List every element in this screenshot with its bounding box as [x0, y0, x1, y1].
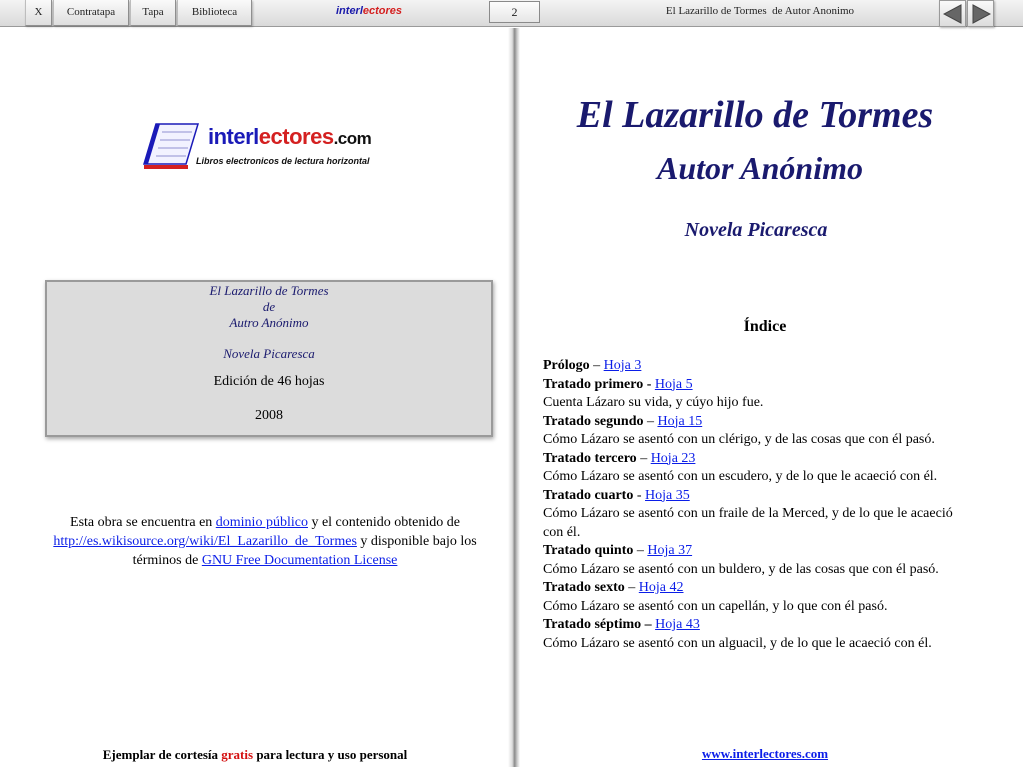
index-heading: Índice [743, 318, 787, 335]
footer-text-1: Ejemplar de cortesía [102, 747, 219, 762]
toc-entry [543, 450, 1013, 469]
license-text-2: y el contenido obtenido de [311, 515, 460, 530]
book-spine [508, 28, 520, 767]
toc-chapter-description: Cómo Lázaro se asentó con un alguacil, y de lo que le acaeció con él. [543, 635, 932, 651]
toc-separator: – [643, 413, 658, 429]
toc-page-link[interactable]: Hoja 35 [645, 487, 690, 503]
toc-chapter-description: Cómo Lázaro se asentó con un fraile de la Merced, y de lo que le acaeció con él. [543, 506, 953, 540]
toc-entry [543, 357, 1013, 376]
toc-entry [543, 413, 1013, 432]
toc-chapter-description: Cuenta Lázaro su vida, y cúyo hijo fue. [543, 395, 764, 410]
toc-page-link[interactable]: Hoja 23 [650, 450, 696, 466]
toc-page-link[interactable]: Hoja 5 [654, 376, 693, 392]
next-page-button[interactable] [967, 0, 994, 27]
toc-chapter-label: Tratado cuarto [543, 487, 634, 503]
toc-page-link[interactable]: Hoja 3 [603, 358, 642, 373]
contratapa-button[interactable]: Contratapa [53, 0, 129, 26]
toc-entry [543, 376, 1013, 395]
toc-chapter-description: Cómo Lázaro se asentó con un capellán, y lo que con él pasó. [543, 598, 888, 614]
previous-page-button[interactable] [939, 0, 966, 27]
toc-page-link[interactable]: Hoja 15 [657, 413, 703, 429]
logo-word-part1: interl [208, 124, 259, 149]
brand-part1: interl [336, 5, 363, 17]
logo-domain: .com [333, 129, 372, 148]
toc-chapter-description: Cómo Lázaro se asentó con un clérigo, y de las cosas que con él pasó. [543, 432, 935, 447]
interlectores-logo [142, 120, 392, 175]
toc-chapter-label: Tratado primero - [543, 376, 655, 392]
info-author: Autro Anónimo [229, 315, 309, 330]
toc-entry [543, 542, 1013, 561]
biblioteca-button[interactable]: Biblioteca [177, 0, 252, 26]
toc-page-link[interactable]: Hoja 43 [655, 617, 700, 632]
info-edition: Edición de 46 hojas [213, 374, 325, 389]
toolbar-brand [336, 5, 402, 17]
courtesy-footer [60, 747, 450, 763]
toc-separator: – [633, 543, 648, 558]
book-author: Autor Anónimo [656, 150, 863, 186]
triangle-left-icon [943, 4, 963, 24]
toc-chapter-label: Tratado quinto [543, 543, 634, 558]
brand-part2: ectores [362, 5, 403, 17]
toc-separator: – [624, 580, 639, 595]
toolbar [0, 0, 1023, 27]
dominio-publico-link[interactable]: dominio público [215, 515, 308, 530]
triangle-right-icon [971, 4, 991, 24]
toc-entry [543, 579, 1013, 598]
toc-entry [543, 487, 1013, 506]
toc-separator: - [633, 487, 646, 503]
license-text-1: Esta obra se encuentra en [70, 515, 213, 530]
book-info-box [45, 280, 493, 437]
license-notice [50, 513, 480, 570]
wikisource-link[interactable]: http://es.wikisource.org/wiki/El_Lazarillo_de_Tormes [53, 534, 357, 549]
toc-chapter-label: Tratado segundo [543, 413, 644, 429]
footer-gratis: gratis [221, 747, 254, 762]
website-link[interactable]: www.interlectores.com [701, 746, 829, 761]
toc-chapter-label: Tratado sexto [543, 580, 625, 595]
close-button[interactable]: X [25, 0, 52, 26]
toc-chapter-description: Cómo Lázaro se asentó con un buldero, y de las cosas que con él pasó. [543, 561, 939, 577]
license-text-3: y disponible bajo los términos de [132, 534, 477, 568]
book-logo-icon [142, 120, 202, 172]
info-genre: Novela Picaresca [223, 346, 315, 361]
toc-separator: – [589, 358, 604, 373]
toc-page-link[interactable]: Hoja 37 [647, 543, 693, 558]
gnu-license-link[interactable]: GNU Free Documentation License [201, 553, 398, 568]
toc-chapter-label: Tratado tercero [543, 450, 637, 466]
logo-word-part2: ectores [258, 124, 334, 149]
toc-separator: – [636, 450, 651, 466]
tapa-button[interactable]: Tapa [130, 0, 176, 26]
document-title: El Lazarillo de Tormes de Autor Anonimo [665, 5, 855, 17]
logo-tagline: Libros electronicos de lectura horizontal [196, 156, 370, 166]
info-title: El Lazarillo de Tormes [209, 283, 329, 298]
toc-page-link[interactable]: Hoja 42 [638, 580, 684, 595]
info-de: de [262, 299, 276, 314]
logo-wordmark [208, 124, 371, 150]
info-year: 2008 [255, 408, 283, 423]
toc-entry [543, 616, 1013, 635]
page-number-field[interactable]: 2 [489, 1, 540, 23]
table-of-contents [543, 357, 1013, 653]
toc-chapter-label: Prólogo [543, 358, 590, 373]
book-genre: Novela Picaresca [684, 219, 828, 241]
toc-chapter-description: Cómo Lázaro se asentó con un escudero, y de lo que le acaeció con él. [543, 469, 938, 484]
book-title: El Lazarillo de Tormes [576, 94, 934, 136]
website-footer [640, 746, 890, 762]
footer-text-2: para lectura y uso personal [256, 747, 408, 762]
toc-chapter-label: Tratado séptimo – [543, 617, 656, 632]
